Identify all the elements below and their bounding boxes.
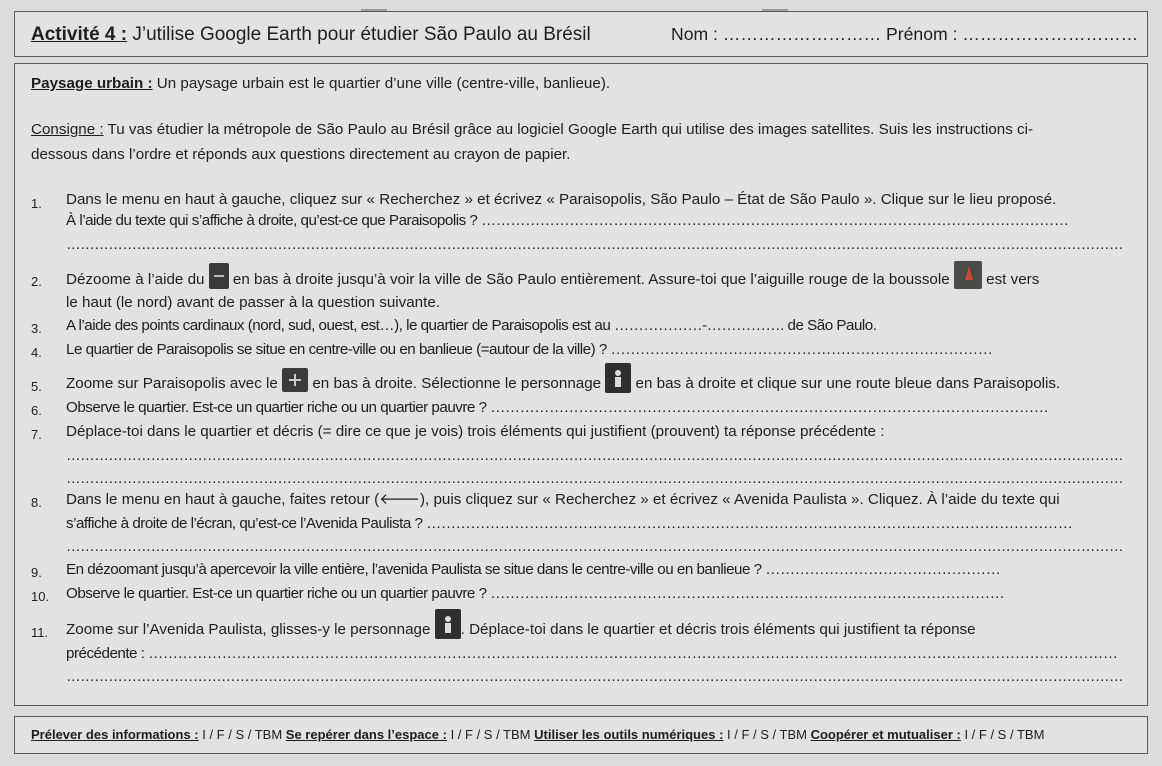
question-number-2: 2. — [31, 274, 42, 289]
question-8-line-2: s’affiche à droite de l’écran, qu’est-ce l’Avenida Paulista ? …………………………………………………………………………………………………………………… — [66, 515, 1073, 532]
question-1-answer-line: ……………………………………………………………………………………………………………………………………………………………………………………………………… — [66, 237, 1124, 253]
consigne-text-1: Tu vas étudier la métropole de São Paulo au Brésil grâce au logiciel Google Earth qui utilise des images satellites. Suis les instructions ci- — [103, 121, 1034, 138]
header-box — [14, 11, 1148, 57]
question-8-answer-line: ……………………………………………………………………………………………………………………………………………………………………………………………………… — [66, 539, 1124, 555]
question-number-10: 10. — [31, 589, 50, 604]
paysage-line — [31, 74, 610, 94]
skill-3-scale: I / F / S / TBM — [723, 727, 811, 742]
person-icon — [605, 363, 631, 393]
question-11-text-b: . Déplace-toi dans le quartier et décris trois éléments qui justifient ta réponse — [460, 621, 976, 638]
question-2-text-c: est vers — [981, 271, 1040, 288]
question-2-text-a: Dézoome à l’aide du — [66, 271, 209, 288]
question-6: Observe le quartier. Est-ce un quartier riche ou un quartier pauvre ? …………………………………………………………………………………………………… — [66, 399, 1049, 416]
compass-icon — [954, 261, 982, 289]
name-field: Nom : ……………………… Prénom : ………………………… — [671, 24, 1139, 44]
question-11-answer-line: ……………………………………………………………………………………………………………………………………………………………………………………………………… — [66, 669, 1124, 685]
question-7-line-1: Déplace-toi dans le quartier et décris (= dire ce que je vois) trois éléments qui justifient (prouvent) ta réponse précédente : — [66, 423, 885, 440]
question-8-line-1: Dans le menu en haut à gauche, faites retour (🡐), puis cliquez sur « Recherchez » et écrivez « Avenida Paulista ». Cliquez. À l’aide du texte qui — [66, 491, 1060, 508]
paysage-text: Un paysage urbain est le quartier d’une ville (centre-ville, banlieue). — [152, 75, 611, 92]
question-number-9: 9. — [31, 565, 42, 580]
question-1-line-2: À l’aide du texte qui s’affiche à droite, qu’est-ce que Paraisopolis ? ………………………………………………………………………………………………………… — [66, 212, 1069, 229]
skill-4-label: Coopérer et mutualiser : — [810, 727, 961, 742]
question-3: A l’aide des points cardinaux (nord, sud, ouest, est…), le quartier de Paraisopolis est au ………………-……………. de São Paulo. — [66, 317, 877, 334]
question-2-text-b: en bas à droite jusqu’à voir la ville de São Paulo entièrement. Assure-toi que l’aiguille rouge de la boussole — [228, 271, 954, 288]
skills-row — [31, 727, 1044, 742]
question-5 — [66, 374, 1060, 394]
consigne-label: Consigne : — [31, 121, 104, 138]
paysage-label: Paysage urbain : — [31, 75, 153, 92]
question-number-4: 4. — [31, 345, 42, 360]
question-4: Le quartier de Paraisopolis se situe en centre-ville ou en banlieue (=autour de la ville) ? …………………………………………………………………… — [66, 341, 993, 358]
question-1-line-1: Dans le menu en haut à gauche, cliquez sur « Recherchez » et écrivez « Paraisopolis, São Paulo – État de São Paulo ». Clique sur le lieu proposé. — [66, 191, 1057, 208]
worksheet-body — [14, 63, 1148, 706]
question-11-line-2: précédente : ……………………………………………………………………………………………………………………………………………………………………………… — [66, 645, 1118, 662]
question-11-line-1 — [66, 620, 976, 640]
page-title — [31, 24, 591, 46]
skill-1-label: Prélever des informations : — [31, 727, 199, 742]
skill-4-scale: I / F / S / TBM — [960, 727, 1045, 742]
question-2-line-2: le haut (le nord) avant de passer à la question suivante. — [66, 294, 441, 311]
minus-icon — [209, 263, 229, 289]
question-number-8: 8. — [31, 495, 42, 510]
question-11-text-a: Zoome sur l’Avenida Paulista, glisses-y le personnage — [66, 621, 435, 638]
question-7-answer-line-1: ……………………………………………………………………………………………………………………………………………………………………………………………………… — [66, 448, 1124, 464]
skill-3-label: Utiliser les outils numériques : — [534, 727, 724, 742]
person-icon — [435, 609, 461, 639]
question-5-text-b: en bas à droite. Sélectionne le personnage — [308, 375, 606, 392]
skill-2-label: Se repérer dans l’espace : — [285, 727, 447, 742]
consigne-line — [31, 120, 1033, 140]
question-7-answer-line-2: ……………………………………………………………………………………………………………………………………………………………………………………………………… — [66, 471, 1124, 487]
question-number-3: 3. — [31, 321, 42, 336]
skill-2-scale: I / F / S / TBM — [446, 727, 535, 742]
question-number-7: 7. — [31, 427, 42, 442]
question-9: En dézoomant jusqu’à apercevoir la ville entière, l’avenida Paulista se situe dans le centre-ville ou en banlieue ? ………………………………………… — [66, 561, 1001, 578]
activity-title: J’utilise Google Earth pour étudier São Paulo au Brésil — [127, 24, 591, 45]
question-10: Observe le quartier. Est-ce un quartier riche ou un quartier pauvre ? …………………………………………………………………………………………… — [66, 585, 1005, 602]
question-2-line-1 — [66, 270, 1039, 290]
question-number-11: 11. — [31, 625, 49, 640]
question-5-text-c: en bas à droite et clique sur une route bleue dans Paraisopolis. — [631, 375, 1061, 392]
skill-1-scale: I / F / S / TBM — [198, 727, 286, 742]
question-number-1: 1. — [31, 196, 42, 211]
question-5-text-a: Zoome sur Paraisopolis avec le — [66, 375, 283, 392]
consigne-text-2: dessous dans l’ordre et réponds aux questions directement au crayon de papier. — [31, 146, 571, 163]
question-number-6: 6. — [31, 403, 42, 418]
skills-footer — [14, 716, 1148, 754]
plus-icon — [282, 368, 308, 392]
activity-label: Activité 4 : — [31, 24, 128, 45]
question-number-5: 5. — [31, 379, 42, 394]
